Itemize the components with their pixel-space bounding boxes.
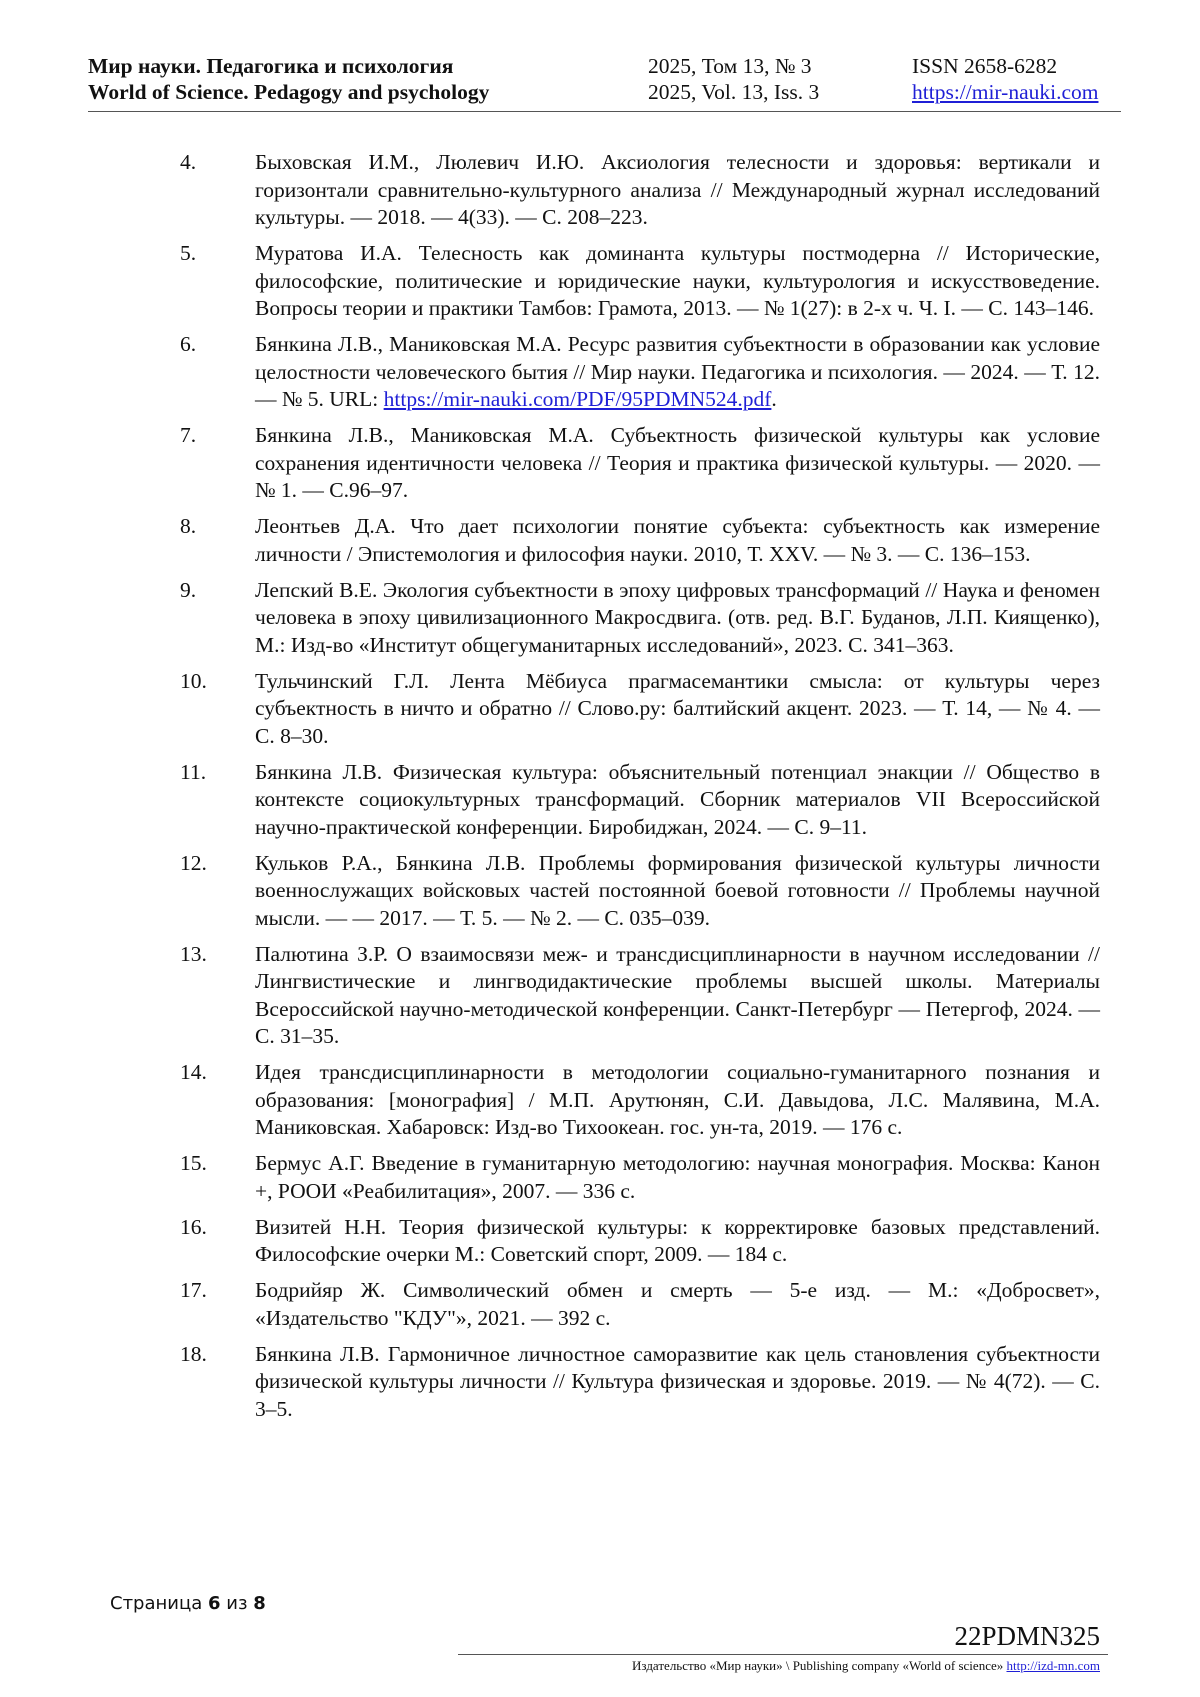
reference-text: Тульчинский Г.Л. Лента Мёбиуса прагмасемантики смысла: от культуры через субъектность в ничто и обратно // Слово.ру: балтийский акцент. 2023. — Т. 14, — № 4. — С. 8–30. [255,668,1100,748]
issue-info-ru: 2025, Том 13, № 3 [648,54,812,78]
reference-item [180,850,1100,933]
page-counter [110,1593,266,1614]
reference-number: 17. [180,1278,207,1302]
page-word: Страница [110,1593,203,1614]
reference-text: Бянкина Л.В. Физическая культура: объяснительный потенциал энакции // Общество в контексте социокультурных трансформаций. Сборник материалов VII Всероссийской научно-практической конференции. Биробиджан, 2024. — С. 9–11. [255,759,1100,839]
document-id: 22PDMN325 [954,1621,1100,1651]
reference-trailing: . [771,387,777,411]
reference-number: 14. [180,1060,207,1084]
reference-item [180,759,1100,842]
reference-text: Палютина З.Р. О взаимосвязи меж- и трансдисциплинарности в научном исследовании //Лингвистические и лингводидактические проблемы высшей школы. Материалы Всероссийской научно-методической конференции. Санкт-Петербург — Петергоф, 2024. — С. 31–35. [255,941,1100,1048]
reference-item [180,149,1100,232]
reference-number: 7. [180,423,197,447]
reference-text: Идея трансдисциплинарности в методологии социально-гуманитарного познания и образования: [монография] / М.П. Арутюнян, С.И. Давыдова, Л.С. Малявина, М.А. Маниковская. Хабаровск: Изд-во Тихоокеан. гос. ун-та, 2019. — 176 с. [255,1060,1100,1139]
reference-item [180,577,1100,660]
journal-title-en: World of Science. Pedagogy and psychology [88,80,490,104]
reference-item [180,331,1100,414]
reference-item [180,240,1100,323]
reference-number: 8. [180,514,197,538]
reference-number: 10. [180,668,207,693]
reference-text: Быховская И.М., Люлевич И.Ю. Аксиология телесности и здоровья: вертикали и горизонтали сравнительно-культурного анализа // Международный журнал исследований культуры. — 2018. — 4(33). — С. 208–223. [255,150,1100,229]
reference-number: 6. [180,332,197,356]
header-rule [88,111,1121,112]
page-total: 8 [253,1593,266,1614]
reference-number: 12. [180,850,207,875]
reference-item [180,1150,1100,1205]
reference-link[interactable]: https://mir-nauki.com/PDF/95PDMN524.pdf [383,387,772,411]
page-header [88,52,1121,112]
reference-text: Лепский В.Е. Экология субъектности в эпоху цифровых трансформаций // Наука и феномен человека в эпоху цивилизационного Макросдвига. (отв. ред. В.Г. Буданов, Л.П. Киященко), М.: Изд-во «Институт общегуманитарных исследований», 2023. С. 341–363. [255,577,1100,657]
reference-item [180,422,1100,505]
reference-item [180,1214,1100,1269]
reference-text: Бермус А.Г. Введение в гуманитарную методологию: научная монография. Москва: Канон +, РООИ «Реабилитация», 2007. — 336 с. [255,1151,1100,1203]
page-of: из [226,1593,248,1614]
reference-number: 13. [180,941,207,966]
publisher-text: Издательство «Мир науки» \ Publishing company «World of science» [632,1658,1004,1673]
reference-text: Бодрийяр Ж. Символический обмен и смерть — 5-е изд. — М.: «Добросвет», «Издательство "КДУ"», 2021. — 392 с. [255,1278,1100,1330]
reference-item [180,941,1100,1051]
footer-rule [458,1654,1108,1655]
reference-number: 4. [180,150,197,174]
journal-title-ru: Мир науки. Педагогика и психология [88,54,454,78]
reference-item [180,668,1100,751]
reference-text: Визитей Н.Н. Теория физической культуры: к корректировке базовых представлений. Философские очерки М.: Советский спорт, 2009. — 184 с. [255,1214,1100,1266]
reference-text: Бянкина Л.В., Маниковская М.А. Субъектность физической культуры как условие сохранения идентичности человека // Теория и практика физической культуры. — 2020. — № 1. — С.96–97. [255,423,1100,502]
publisher-link[interactable]: http://izd-mn.com [1006,1658,1100,1673]
page-current: 6 [208,1593,221,1614]
reference-number: 11. [180,759,207,784]
journal-site-link[interactable]: https://mir-nauki.com [912,80,1099,104]
reference-text: Муратова И.А. Телесность как доминанта культуры постмодерна // Исторические, философские, политические и юридические науки, культурология и искусствоведение. Вопросы теории и практики Тамбов: Грамота, 2013. — № 1(27): в 2-х ч. Ч. I. — С. 143–146. [255,241,1100,320]
reference-item [180,513,1100,568]
reference-number: 18. [180,1341,207,1366]
reference-text: Кульков Р.А., Бянкина Л.В. Проблемы формирования физической культуры личности военнослужащих войсковых частей постоянной боевой готовности // Проблемы научной мысли. — — 2017. — Т. 5. — № 2. — С. 035–039. [255,850,1100,930]
reference-item [180,1341,1100,1424]
reference-number: 5. [180,241,197,265]
reference-list [180,149,1100,1432]
reference-number: 15. [180,1151,207,1175]
issue-info-en: 2025, Vol. 13, Iss. 3 [648,80,820,104]
reference-number: 16. [180,1214,207,1239]
reference-text: Бянкина Л.В. Гармоничное личностное саморазвитие как цель становления субъектности физической культуры личности // Культура физическая и здоровье. 2019. — № 4(72). — С. 3–5. [255,1341,1100,1421]
reference-item [180,1059,1100,1142]
reference-number: 9. [180,577,197,602]
reference-text: Бянкина Л.В., Маниковская М.А. Ресурс развития субъектности в образовании как условие целостности человеческого бытия // Мир науки. Педагогика и психология. — 2024. — Т. 12. — № 5. URL: [255,332,1100,411]
reference-text: Леонтьев Д.А. Что дает психологии понятие субъекта: субъектность как измерение личности / Эпистемология и философия науки. 2010, Т. XXV. — № 3. — С. 136–153. [255,514,1100,566]
publisher-line [632,1658,1100,1674]
reference-item [180,1277,1100,1332]
issn: ISSN 2658-6282 [912,54,1058,78]
